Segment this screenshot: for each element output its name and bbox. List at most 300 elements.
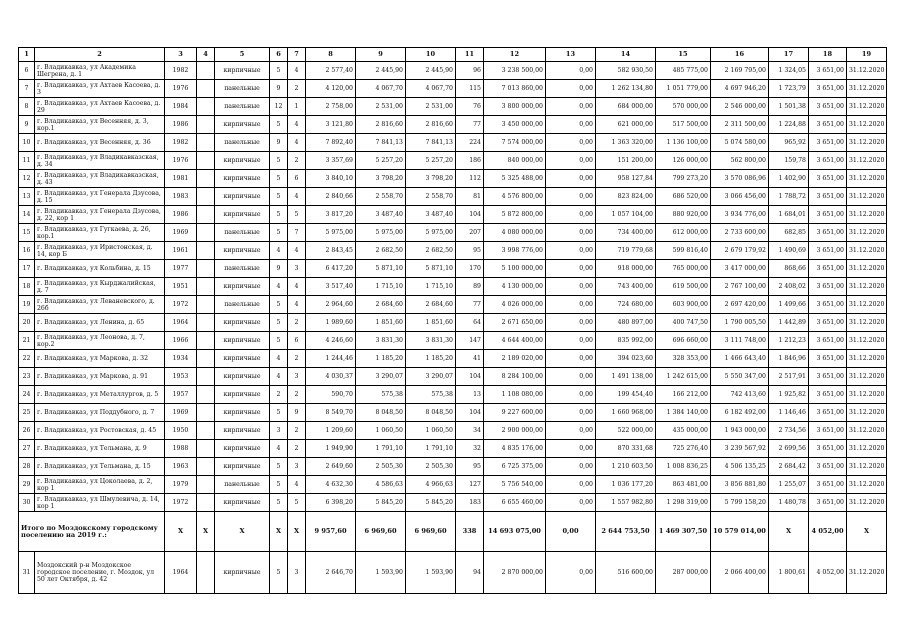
- table-cell: 7 013 860,00: [484, 80, 546, 98]
- table-cell: [197, 386, 215, 404]
- table-cell: [197, 350, 215, 368]
- table-cell: 3 651,00: [809, 188, 847, 206]
- table-row: [19, 350, 887, 368]
- table-cell: 1: [19, 48, 35, 62]
- table-cell: 1983: [165, 188, 197, 206]
- table-cell: 1 851,60: [406, 314, 456, 332]
- table-cell: 31.12.2020: [847, 368, 887, 386]
- table-cell: 5: [270, 476, 288, 494]
- table-cell: 3 517,40: [306, 278, 356, 296]
- table-cell: 686 520,00: [656, 188, 711, 206]
- table-cell: кирпичные: [215, 440, 270, 458]
- table-cell: 6: [288, 332, 306, 350]
- table-cell: г. Владикавказ, ул Академика Шегрена, д. 1: [35, 62, 165, 80]
- table-cell: 5 325 488,00: [484, 170, 546, 188]
- table-cell: 3 651,00: [809, 440, 847, 458]
- table-cell: 5: [288, 494, 306, 512]
- table-cell: 31.12.2020: [847, 494, 887, 512]
- table-cell: г. Владикавказ, ул Иристонская, д. 14, кор Б: [35, 242, 165, 260]
- table-cell: 1979: [165, 476, 197, 494]
- table-cell: 2: [288, 152, 306, 170]
- table-row: [19, 386, 887, 404]
- table-cell: 1 136 100,00: [656, 134, 711, 152]
- table-cell: 2 684,60: [356, 296, 406, 314]
- table-cell: 1 557 982,80: [596, 494, 656, 512]
- table-cell: 13: [456, 386, 484, 404]
- table-cell: 1 490,69: [769, 242, 809, 260]
- table-cell: 0,00: [546, 314, 596, 332]
- table-cell: г. Владикавказ, ул Леваневского, д. 26б: [35, 296, 165, 314]
- table-cell: 5 871,10: [356, 260, 406, 278]
- table-cell: 31.12.2020: [847, 440, 887, 458]
- table-cell: 2 733 600,00: [711, 224, 769, 242]
- table-cell: 3 651,00: [809, 476, 847, 494]
- table-cell: 8 549,70: [306, 404, 356, 422]
- table-cell: 224: [456, 134, 484, 152]
- table-cell: 31.12.2020: [847, 134, 887, 152]
- housing-table: [18, 47, 887, 594]
- table-cell: 3 651,00: [809, 224, 847, 242]
- table-cell: кирпичные: [215, 314, 270, 332]
- table-cell: 3 487,40: [406, 206, 456, 224]
- table-cell: 765 000,00: [656, 260, 711, 278]
- table-cell: 4 246,60: [306, 332, 356, 350]
- table-cell: 95: [456, 458, 484, 476]
- table-cell: г. Владикавказ, ул Шмулевича, д. 14, кор 1: [35, 494, 165, 512]
- table-cell: 5: [270, 224, 288, 242]
- table-cell: 30: [19, 494, 35, 512]
- table-row: [19, 314, 887, 332]
- table-row: [19, 188, 887, 206]
- table-cell: 31.12.2020: [847, 332, 887, 350]
- table-cell: X: [270, 512, 288, 552]
- table-cell: 31.12.2020: [847, 350, 887, 368]
- table-cell: 89: [456, 278, 484, 296]
- table-cell: 4: [288, 62, 306, 80]
- table-cell: 1 943 000,00: [711, 422, 769, 440]
- table-cell: 3 651,00: [809, 422, 847, 440]
- table-cell: 5: [270, 62, 288, 80]
- table-cell: г. Владикавказ, ул Ахтаев Касоева, д. 3: [35, 80, 165, 98]
- table-cell: 4 966,63: [406, 476, 456, 494]
- table-cell: кирпичные: [215, 494, 270, 512]
- table-cell: 7 574 000,00: [484, 134, 546, 152]
- table-row: [19, 332, 887, 350]
- table-cell: 1964: [165, 552, 197, 594]
- table-cell: 199 454,40: [596, 386, 656, 404]
- table-cell: 1 480,78: [769, 494, 809, 512]
- table-cell: 3 651,00: [809, 242, 847, 260]
- table-cell: 1977: [165, 260, 197, 278]
- table-cell: 0,00: [546, 332, 596, 350]
- table-cell: [197, 98, 215, 116]
- table-cell: 126 000,00: [656, 152, 711, 170]
- table-cell: 2: [288, 386, 306, 404]
- table-cell: 31.12.2020: [847, 278, 887, 296]
- table-cell: 0,00: [546, 152, 596, 170]
- table-cell: кирпичные: [215, 188, 270, 206]
- table-cell: кирпичные: [215, 552, 270, 594]
- table-cell: [197, 188, 215, 206]
- table-cell: 12: [270, 98, 288, 116]
- table-row: [19, 98, 887, 116]
- table-cell: 8: [306, 48, 356, 62]
- table-cell: 1 185,20: [406, 350, 456, 368]
- table-cell: 1963: [165, 458, 197, 476]
- table-cell: 5 257,20: [356, 152, 406, 170]
- table-row: [19, 476, 887, 494]
- table-cell: 3 450 000,00: [484, 116, 546, 134]
- table-cell: 0,00: [546, 476, 596, 494]
- table-cell: 3: [165, 48, 197, 62]
- table-cell: г. Владикавказ, ул Леонова, д. 7, кор.2: [35, 332, 165, 350]
- table-cell: 1 036 177,20: [596, 476, 656, 494]
- table-cell: 1 989,60: [306, 314, 356, 332]
- table-cell: 4: [288, 116, 306, 134]
- table-cell: 3 651,00: [809, 350, 847, 368]
- table-cell: 4 697 946,20: [711, 80, 769, 98]
- table-cell: 2 408,02: [769, 278, 809, 296]
- table-cell: 4 067,70: [356, 80, 406, 98]
- table-cell: 0,00: [546, 170, 596, 188]
- table-cell: 4: [270, 440, 288, 458]
- table-cell: 2 644 753,50: [596, 512, 656, 552]
- table-cell: 14: [19, 206, 35, 224]
- table-cell: 1950: [165, 422, 197, 440]
- table-cell: 5 074 580,00: [711, 134, 769, 152]
- table-cell: 338: [456, 512, 484, 552]
- table-cell: 3 651,00: [809, 98, 847, 116]
- table-cell: 3 651,00: [809, 116, 847, 134]
- table-cell: 9 957,60: [306, 512, 356, 552]
- table-cell: 2: [288, 314, 306, 332]
- table-cell: 5: [270, 404, 288, 422]
- table-cell: 19: [19, 296, 35, 314]
- table-cell: 5: [270, 116, 288, 134]
- table-cell: г. Владикавказ, ул Тельмана, д. 9: [35, 440, 165, 458]
- table-cell: 10 579 014,00: [711, 512, 769, 552]
- table-cell: 2 964,60: [306, 296, 356, 314]
- table-cell: кирпичные: [215, 332, 270, 350]
- table-cell: 870 331,68: [596, 440, 656, 458]
- table-row: [19, 368, 887, 386]
- table-cell: г. Владикавказ, ул Цоколаева, д. 2, кор 1: [35, 476, 165, 494]
- table-cell: 31: [19, 552, 35, 594]
- table-cell: 0,00: [546, 296, 596, 314]
- table-cell: 2 646,70: [306, 552, 356, 594]
- table-cell: 115: [456, 80, 484, 98]
- table-cell: 2 505,30: [406, 458, 456, 476]
- table-cell: 81: [456, 188, 484, 206]
- table-cell: 0,00: [546, 422, 596, 440]
- table-cell: 918 000,00: [596, 260, 656, 278]
- table-cell: 684 000,00: [596, 98, 656, 116]
- table-cell: 1976: [165, 80, 197, 98]
- table-cell: 835 992,00: [596, 332, 656, 350]
- table-cell: 0,00: [546, 440, 596, 458]
- table-cell: 166 212,00: [656, 386, 711, 404]
- table-cell: 0,00: [546, 404, 596, 422]
- table-cell: 3 066 456,00: [711, 188, 769, 206]
- table-cell: 31.12.2020: [847, 552, 887, 594]
- table-cell: 8 048,50: [356, 404, 406, 422]
- table-cell: 0,00: [546, 188, 596, 206]
- table-cell: 9: [19, 116, 35, 134]
- table-cell: 2 577,40: [306, 62, 356, 80]
- table-cell: 1969: [165, 404, 197, 422]
- table-cell: 2 558,70: [406, 188, 456, 206]
- table-cell: 0,00: [546, 278, 596, 296]
- table-cell: 1 060,50: [406, 422, 456, 440]
- table-cell: 127: [456, 476, 484, 494]
- table-cell: 1964: [165, 314, 197, 332]
- table-cell: 4 052,00: [809, 552, 847, 594]
- table-cell: [197, 552, 215, 594]
- total-row: [19, 512, 887, 552]
- table-cell: 2 531,00: [356, 98, 406, 116]
- table-row: [19, 242, 887, 260]
- table-cell: 1 224,88: [769, 116, 809, 134]
- table-cell: панельные: [215, 224, 270, 242]
- table-cell: 2 870 000,00: [484, 552, 546, 594]
- table-row: [19, 116, 887, 134]
- table-cell: 3 651,00: [809, 458, 847, 476]
- table-cell: 31.12.2020: [847, 422, 887, 440]
- table-cell: 3 998 776,00: [484, 242, 546, 260]
- table-cell: 2 517,91: [769, 368, 809, 386]
- table-cell: 5 845,20: [356, 494, 406, 512]
- table-cell: 3 831,30: [406, 332, 456, 350]
- table-cell: 13: [546, 48, 596, 62]
- table-cell: 9 227 600,00: [484, 404, 546, 422]
- table-cell: 1 684,01: [769, 206, 809, 224]
- table-cell: 9: [270, 260, 288, 278]
- table-cell: 31.12.2020: [847, 98, 887, 116]
- table-cell: 3 651,00: [809, 296, 847, 314]
- table-cell: 4: [270, 368, 288, 386]
- table-cell: 3 290,07: [406, 368, 456, 386]
- table-cell: 9: [270, 80, 288, 98]
- table-cell: 3 800 000,00: [484, 98, 546, 116]
- table-cell: 31.12.2020: [847, 458, 887, 476]
- table-cell: 10: [19, 134, 35, 152]
- table-cell: 4: [288, 134, 306, 152]
- table-cell: 76: [456, 98, 484, 116]
- table-cell: 4 576 800,00: [484, 188, 546, 206]
- table-cell: 3 357,69: [306, 152, 356, 170]
- table-row: [19, 170, 887, 188]
- table-cell: г. Владикавказ, ул Маркова, д. 32: [35, 350, 165, 368]
- table-cell: кирпичные: [215, 242, 270, 260]
- table-cell: [197, 170, 215, 188]
- table-cell: 3 651,00: [809, 62, 847, 80]
- table-cell: [197, 224, 215, 242]
- table-cell: 1 925,82: [769, 386, 809, 404]
- table-cell: 2 679 179,92: [711, 242, 769, 260]
- table-cell: 2 699,56: [769, 440, 809, 458]
- table-cell: 2 682,50: [406, 242, 456, 260]
- table-cell: 8 048,50: [406, 404, 456, 422]
- table-cell: 31.12.2020: [847, 296, 887, 314]
- table-cell: 1 791,10: [406, 440, 456, 458]
- table-cell: 562 800,00: [711, 152, 769, 170]
- table-cell: 3 651,00: [809, 314, 847, 332]
- table-cell: 34: [456, 422, 484, 440]
- table-cell: 6 969,60: [356, 512, 406, 552]
- table-cell: 725 276,40: [656, 440, 711, 458]
- table-cell: 1961: [165, 242, 197, 260]
- table-cell: Итого по Моздокскому городскому поселению на 2019 г.:: [19, 512, 165, 552]
- table-cell: 1 244,46: [306, 350, 356, 368]
- table-cell: 2: [288, 350, 306, 368]
- table-cell: 2 900 000,00: [484, 422, 546, 440]
- table-cell: кирпичные: [215, 116, 270, 134]
- table-cell: 4 052,00: [809, 512, 847, 552]
- table-cell: 2 505,30: [356, 458, 406, 476]
- table-row: [19, 422, 887, 440]
- table-cell: 2 697 420,00: [711, 296, 769, 314]
- table-cell: [197, 296, 215, 314]
- table-cell: X: [197, 512, 215, 552]
- table-cell: 4: [270, 242, 288, 260]
- table-cell: 2 684,60: [406, 296, 456, 314]
- table-cell: 3: [288, 260, 306, 278]
- table-cell: 147: [456, 332, 484, 350]
- table-row: [19, 80, 887, 98]
- table-cell: 3 651,00: [809, 206, 847, 224]
- table-cell: 0,00: [546, 512, 596, 552]
- table-cell: 4: [197, 48, 215, 62]
- table-cell: 5: [270, 332, 288, 350]
- table-cell: 3 840,10: [306, 170, 356, 188]
- table-cell: 2 066 400,00: [711, 552, 769, 594]
- table-cell: г. Владикавказ, ул Металлургов, д. 5: [35, 386, 165, 404]
- table-cell: 863 481,00: [656, 476, 711, 494]
- table-cell: 183: [456, 494, 484, 512]
- table-cell: 2 840,66: [306, 188, 356, 206]
- table-cell: г. Владикавказ, ул Генерала Дзусова, д. 15: [35, 188, 165, 206]
- table-cell: 96: [456, 62, 484, 80]
- table-cell: 1 846,96: [769, 350, 809, 368]
- table-cell: 435 000,00: [656, 422, 711, 440]
- table-cell: 159,78: [769, 152, 809, 170]
- table-cell: 18: [19, 278, 35, 296]
- table-cell: [197, 278, 215, 296]
- table-cell: 734 400,00: [596, 224, 656, 242]
- table-cell: 1 060,50: [356, 422, 406, 440]
- table-row: [19, 224, 887, 242]
- table-cell: 104: [456, 404, 484, 422]
- table-cell: 4 067,70: [406, 80, 456, 98]
- table-cell: 112: [456, 170, 484, 188]
- table-cell: 1 008 836,25: [656, 458, 711, 476]
- table-row: [19, 404, 887, 422]
- table-row: [19, 62, 887, 80]
- table-cell: 2 734,56: [769, 422, 809, 440]
- table-cell: 1 660 968,00: [596, 404, 656, 422]
- table-cell: [197, 332, 215, 350]
- table-cell: 575,38: [406, 386, 456, 404]
- table-cell: 9: [270, 134, 288, 152]
- table-cell: [197, 314, 215, 332]
- table-cell: 3 817,20: [306, 206, 356, 224]
- table-cell: 1 242 615,00: [656, 368, 711, 386]
- table-cell: г. Владикавказ, ул Гугкаева, д. 26, кор.1: [35, 224, 165, 242]
- table-cell: 2: [270, 386, 288, 404]
- table-cell: 17: [769, 48, 809, 62]
- table-cell: 6 398,20: [306, 494, 356, 512]
- table-cell: 522 000,00: [596, 422, 656, 440]
- table-cell: 4: [288, 188, 306, 206]
- table-cell: 0,00: [546, 494, 596, 512]
- table-cell: 64: [456, 314, 484, 332]
- table-cell: 958 127,84: [596, 170, 656, 188]
- table-cell: 724 680,00: [596, 296, 656, 314]
- table-cell: 5: [270, 552, 288, 594]
- table-cell: 7 841,13: [356, 134, 406, 152]
- table-cell: 2: [288, 422, 306, 440]
- table-cell: X: [288, 512, 306, 552]
- table-row: [19, 152, 887, 170]
- table-cell: [197, 134, 215, 152]
- table-cell: 41: [456, 350, 484, 368]
- table-cell: 9: [356, 48, 406, 62]
- table-cell: 0,00: [546, 260, 596, 278]
- table-cell: [197, 494, 215, 512]
- table-cell: 18: [809, 48, 847, 62]
- table-cell: 1 491 138,00: [596, 368, 656, 386]
- table-cell: 2 311 500,00: [711, 116, 769, 134]
- table-cell: 1 210 603,50: [596, 458, 656, 476]
- table-cell: 5: [270, 314, 288, 332]
- table-cell: 1 185,20: [356, 350, 406, 368]
- table-cell: 7 841,13: [406, 134, 456, 152]
- table-cell: 22: [19, 350, 35, 368]
- table-cell: 1 363 320,00: [596, 134, 656, 152]
- table-cell: г. Владикавказ, ул Маркова, д. 91: [35, 368, 165, 386]
- table-cell: г. Владикавказ, ул Поддубного, д. 7: [35, 404, 165, 422]
- table-cell: 1986: [165, 206, 197, 224]
- table-cell: 1969: [165, 224, 197, 242]
- table-cell: 2 767 100,00: [711, 278, 769, 296]
- table-cell: 1984: [165, 98, 197, 116]
- table-cell: 287 000,00: [656, 552, 711, 594]
- table-cell: 4 644 400,00: [484, 332, 546, 350]
- table-cell: Моздокский р-н Моздокское городское поселение, г. Моздок, ул 50 лет Октября, д. 42: [35, 552, 165, 594]
- table-cell: 742 413,60: [711, 386, 769, 404]
- table-cell: 0,00: [546, 552, 596, 594]
- table-cell: X: [165, 512, 197, 552]
- table-cell: X: [215, 512, 270, 552]
- table-cell: 6: [270, 48, 288, 62]
- table-cell: 1988: [165, 440, 197, 458]
- table-cell: 1 146,46: [769, 404, 809, 422]
- table-cell: 104: [456, 368, 484, 386]
- table-cell: кирпичные: [215, 278, 270, 296]
- table-cell: 25: [19, 404, 35, 422]
- table-cell: г. Владикавказ, ул Весенняя, д. 36: [35, 134, 165, 152]
- table-cell: 3: [288, 552, 306, 594]
- table-cell: 570 000,00: [656, 98, 711, 116]
- table-cell: 743 400,00: [596, 278, 656, 296]
- table-cell: 1 402,90: [769, 170, 809, 188]
- table-cell: 6 969,60: [406, 512, 456, 552]
- table-cell: панельные: [215, 80, 270, 98]
- table-cell: г. Владикавказ, ул Генерала Дзусова, д. 22, кор 1: [35, 206, 165, 224]
- table-cell: 1982: [165, 62, 197, 80]
- table-cell: 1 212,23: [769, 332, 809, 350]
- table-cell: 95: [456, 242, 484, 260]
